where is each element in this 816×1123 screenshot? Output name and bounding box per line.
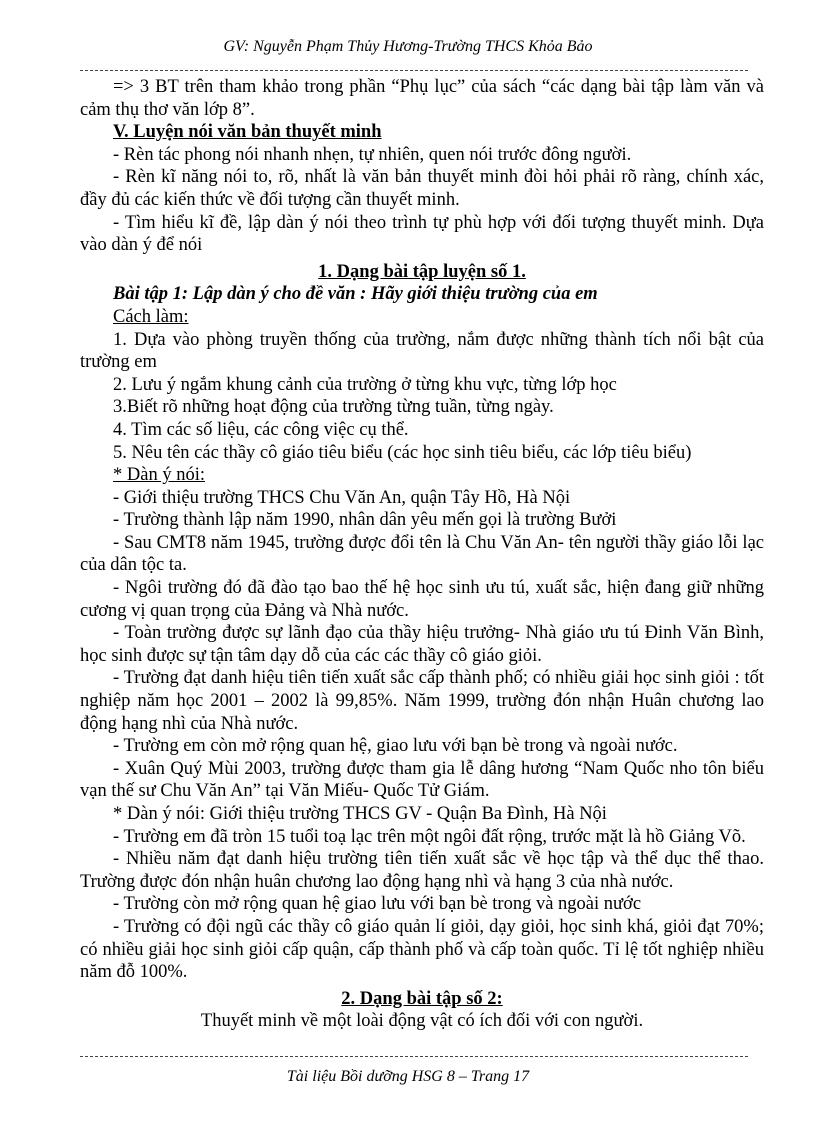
section-v-item: - Tìm hiểu kĩ đề, lập dàn ý nói theo trình tự phù hợp với đối tượng thuyết minh. Dựa vào dàn ý để nói <box>80 212 764 256</box>
outline-1-item: - Xuân Quý Mùi 2003, trường được tham gia lễ dâng hương “Nam Quốc nho tôn biểu vạn thế sư Chu Văn An” tại Văn Miếu- Quốc Tử Giám. <box>80 758 764 802</box>
method-label: Cách làm: <box>113 306 189 327</box>
header-divider <box>80 70 748 71</box>
method-step: 2. Lưu ý ngắm khung cảnh của trường ở từng khu vực, từng lớp học <box>113 374 617 395</box>
section-v-item: - Rèn tác phong nói nhanh nhẹn, tự nhiên, quen nói trước đông người. <box>113 144 632 165</box>
page-footer: Tài liệu Bồi dưỡng HSG 8 – Trang 17 <box>286 1068 530 1085</box>
outline-2-label: * Dàn ý nói: Giới thiệu trường THCS GV - Quận Ba Đình, Hà Nội <box>113 804 607 824</box>
footer-divider <box>80 1056 748 1057</box>
part2-heading: 2. Dạng bài tập số 2: <box>341 988 503 1009</box>
outline-1-item: - Toàn trường được sự lãnh đạo của thầy hiệu trưởng- Nhà giáo ưu tú Đinh Văn Bình, học sinh được sự tận tâm dạy dỗ của các các thầy cô giáo giỏi. <box>80 623 764 666</box>
outline-1-item: - Trường em còn mở rộng quan hệ, giao lưu với bạn bè trong và ngoài nước. <box>113 736 678 757</box>
exercise-1-title: Bài tập 1: Lập dàn ý cho đề văn : Hãy giới thiệu trường của em <box>113 284 598 305</box>
outline-2-item: - Trường có đội ngũ các thầy cô giáo quản lí giỏi, dạy giỏi, học sinh khá, giỏi đạt 70%; có nhiều giải học sinh giỏi cấp quận, cấp thành phố và cấp toàn quốc. Tỉ lệ tốt nghiệp nhiều năm đỗ 100%. <box>80 916 764 983</box>
outline-1-item: - Trường thành lập năm 1990, nhân dân yêu mến gọi là trường Bưởi <box>113 510 617 531</box>
outline-1-item: - Trường đạt danh hiệu tiên tiến xuất sắc cấp thành phố; có nhiều giải học sinh giỏi : tốt nghiệp năm học 2001 – 2002 là 99,85%. Năm 1999, trường đón nhận Huân chương lao động hạng nhì của Nhà nước. <box>80 668 764 734</box>
outline-2-item: - Trường em đã tròn 15 tuổi toạ lạc trên một ngôi đất rộng, trước mặt là hồ Giảng Võ. <box>113 826 746 847</box>
part1-heading: 1. Dạng bài tập luyện số 1. <box>318 261 526 282</box>
page-content <box>80 76 764 1033</box>
part2-subtitle: Thuyết minh về một loài động vật có ích đối với con người. <box>200 1011 644 1032</box>
method-step: 3.Biết rõ những hoạt động của trường từng tuần, từng ngày. <box>113 397 554 418</box>
outline-1-item: - Sau CMT8 năm 1945, trường được đổi tên là Chu Văn An- tên người thầy giáo lỗi lạc của dân tộc ta. <box>80 532 764 576</box>
method-step: 5. Nêu tên các thầy cô giáo tiêu biểu (các học sinh tiêu biểu, các lớp tiêu biểu) <box>113 442 692 463</box>
section-v-item: - Rèn kĩ năng nói to, rõ, nhất là văn bản thuyết minh đòi hỏi phải rõ ràng, chính xác, đầy đủ các kiến thức về đối tượng cần thuyết minh. <box>80 167 764 210</box>
page-header: GV: Nguyễn Phạm Thủy Hương-Trường THCS Khỏa Bảo <box>223 38 593 55</box>
method-step: 4. Tìm các số liệu, các công việc cụ thể. <box>113 419 409 440</box>
outline-1-label: * Dàn ý nói: <box>113 465 205 486</box>
outline-1-item: - Giới thiệu trường THCS Chu Văn An, quận Tây Hồ, Hà Nội <box>113 487 571 508</box>
outline-2-item: - Trường còn mở rộng quan hệ giao lưu với bạn bè trong và ngoài nước <box>113 894 642 915</box>
outline-1-item: - Ngôi trường đó đã đào tạo bao thế hệ học sinh ưu tú, xuất sắc, hiện đang giữ những cương vị quan trọng của Đảng và Nhà nước. <box>80 578 764 621</box>
section-v-heading: V. Luyện nói văn bản thuyết minh <box>113 122 382 143</box>
method-step: 1. Dựa vào phòng truyền thống của trường, nắm được những thành tích nổi bật của trường em <box>80 329 764 373</box>
intro-paragraph: => 3 BT trên tham khảo trong phần “Phụ lục” của sách “các dạng bài tập làm văn và cảm thụ thơ văn lớp 8”. <box>80 77 764 120</box>
outline-2-item: - Nhiều năm đạt danh hiệu trường tiên tiến xuất sắc về học tập và thể dục thể thao. Trường được đón nhận huân chương lao động hạng nhì và hạng 3 của nhà nước. <box>80 849 764 892</box>
